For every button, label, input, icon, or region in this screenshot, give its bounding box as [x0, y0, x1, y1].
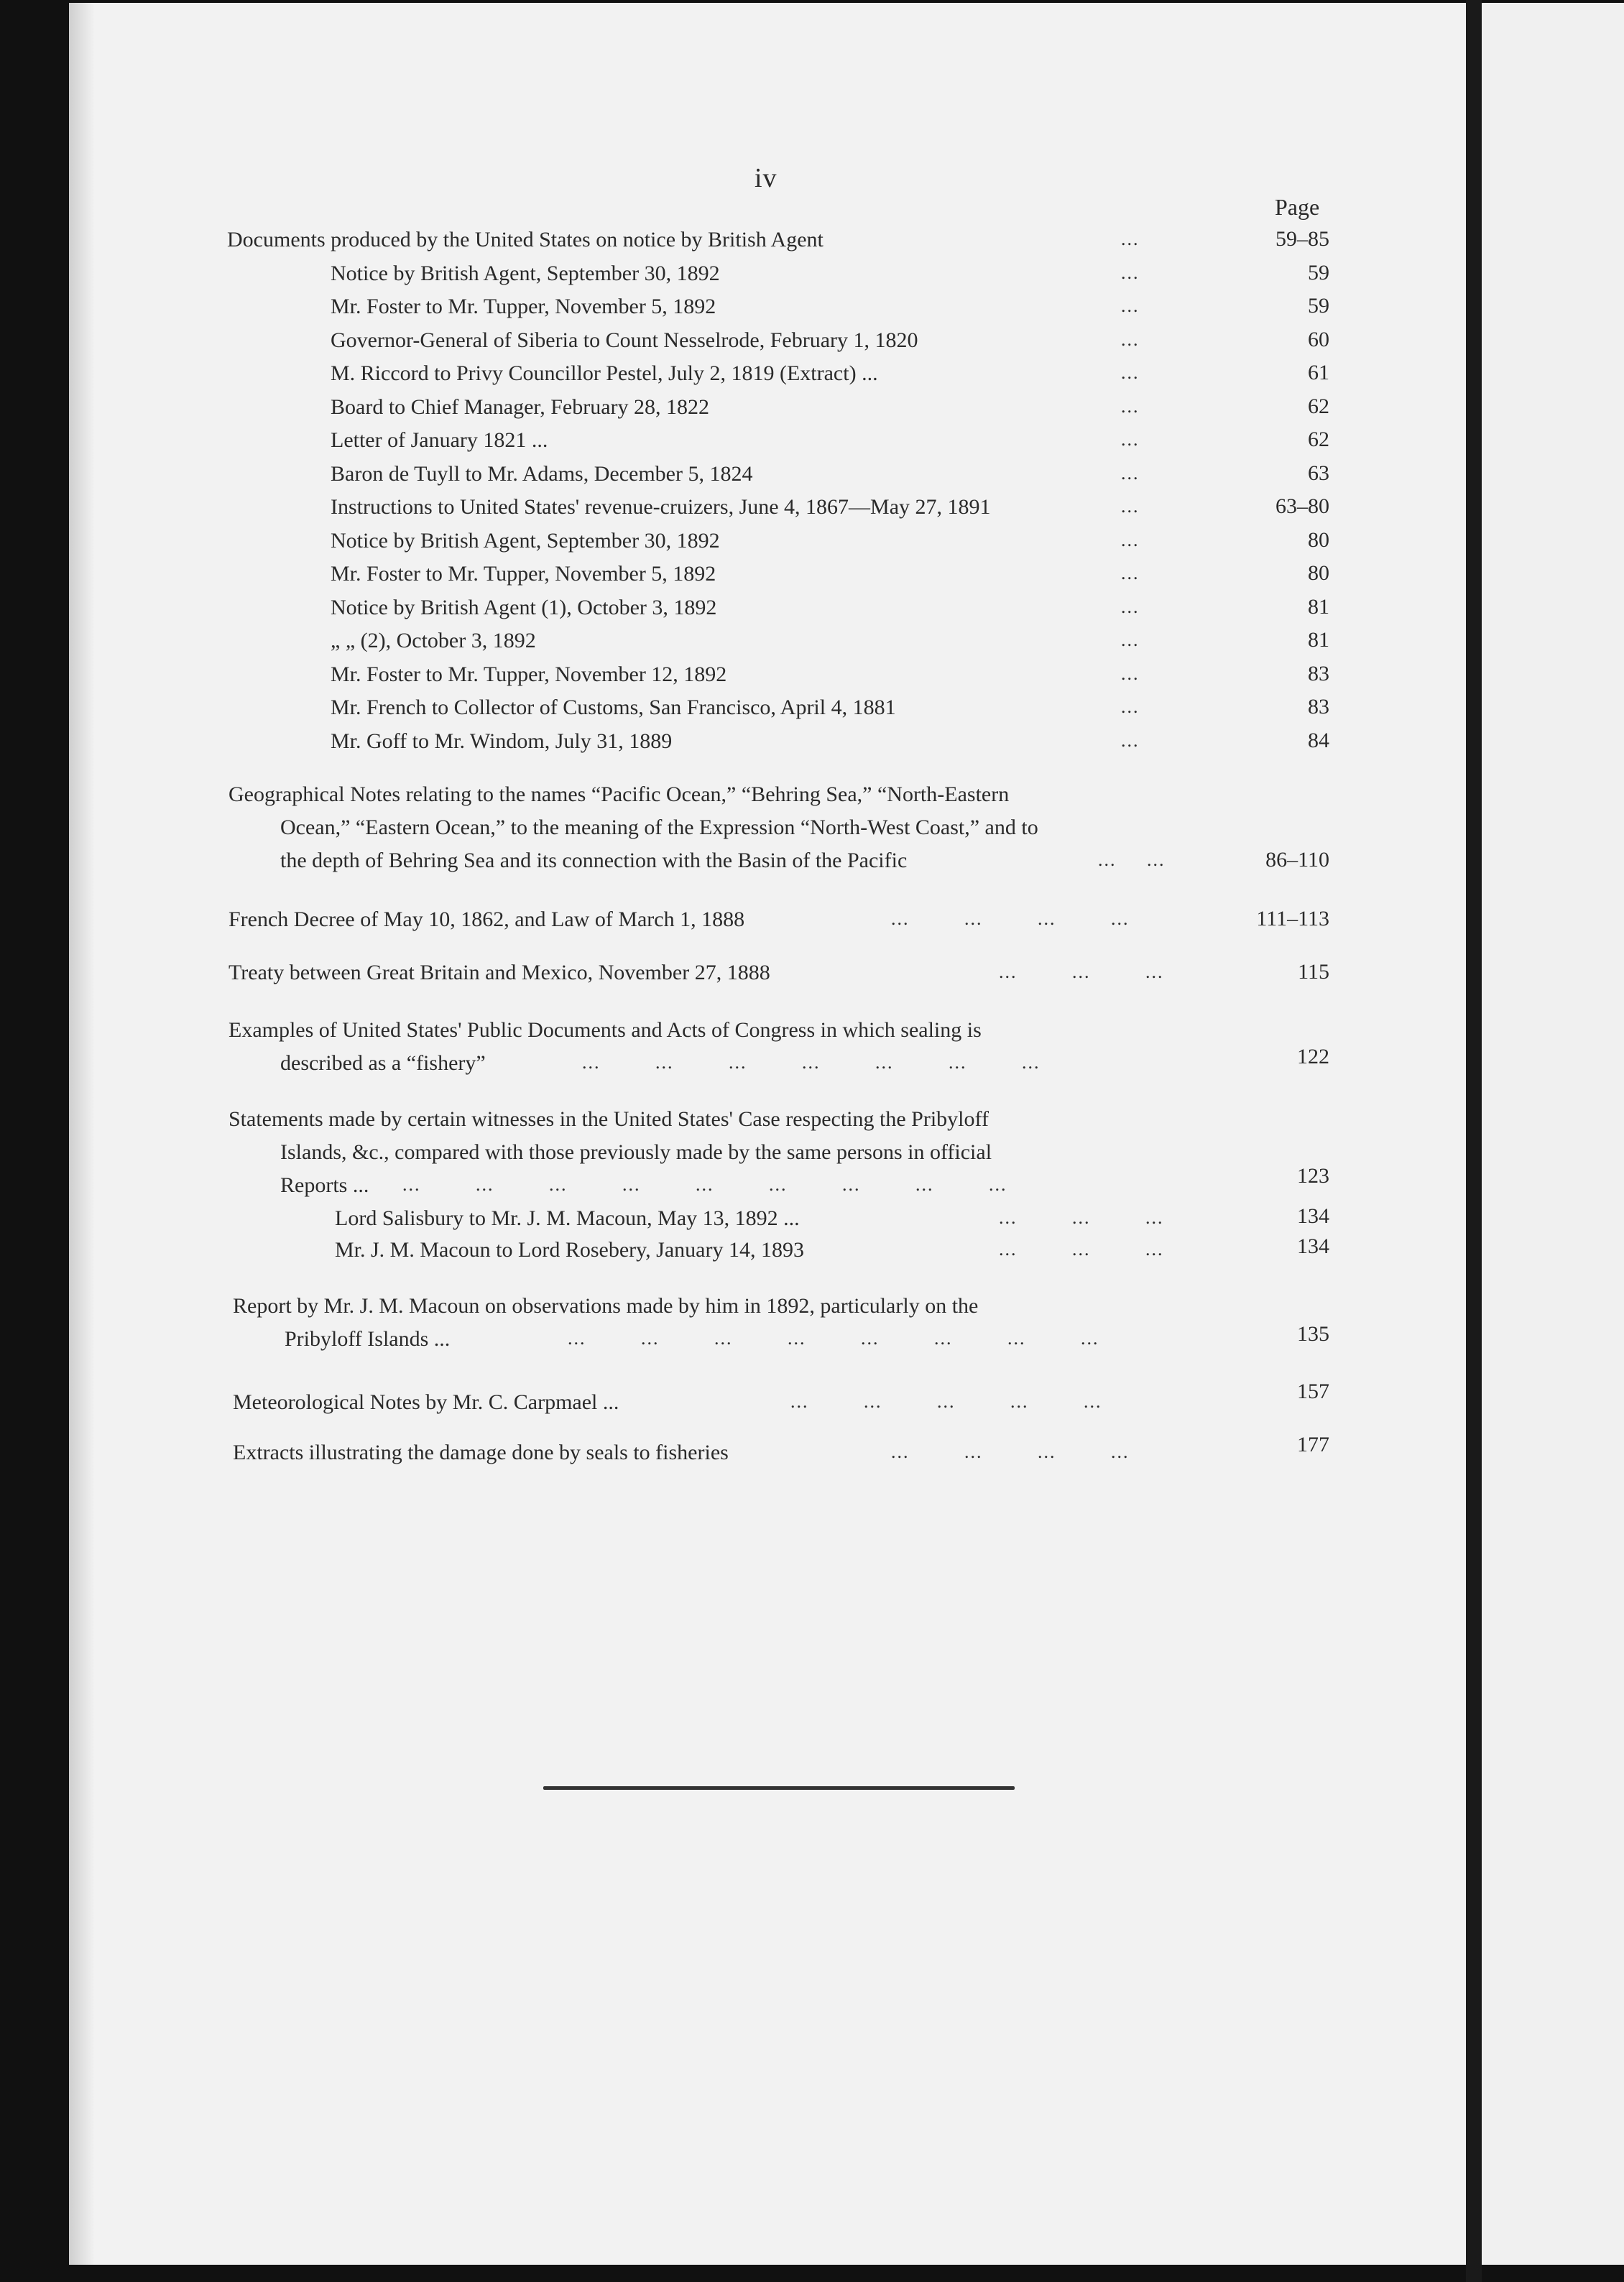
- toc-subentry: Mr. Foster to Mr. Tupper, November 5, 1892: [331, 295, 716, 318]
- examples-page: 122: [1297, 1045, 1329, 1068]
- toc-page-number: 63: [1308, 461, 1329, 485]
- toc-subentry: Notice by British Agent, September 30, 1892: [331, 262, 720, 285]
- treaty-leader: ... ... ...: [999, 961, 1164, 982]
- closing-rule: [543, 1786, 1015, 1790]
- toc-leader: ...: [1121, 730, 1140, 751]
- toc-subentry: „ „ (2), October 3, 1892: [331, 629, 536, 652]
- page-folio: iv: [755, 163, 778, 193]
- extracts-page: 177: [1297, 1433, 1329, 1456]
- toc-page-number: 60: [1308, 328, 1329, 351]
- toc-leader: ...: [1121, 262, 1140, 283]
- book-spine: [1466, 0, 1482, 2282]
- toc-page-number: 84: [1308, 729, 1329, 752]
- toc-leader: ...: [1121, 295, 1140, 316]
- statements-line2: Islands, &c., compared with those previously made by the same persons in official: [280, 1140, 992, 1164]
- toc-subentry: Mr. Foster to Mr. Tupper, November 5, 1892: [331, 562, 716, 586]
- toc-subentry: Governor-General of Siberia to Count Nesselrode, February 1, 1820: [331, 328, 918, 352]
- toc-subentry: Notice by British Agent (1), October 3, 1892: [331, 596, 717, 619]
- toc-subentry: M. Riccord to Privy Councillor Pestel, July 2, 1819 (Extract) ...: [331, 361, 878, 385]
- toc-page-number: 80: [1308, 561, 1329, 585]
- toc-page-number: 83: [1308, 662, 1329, 685]
- geo-notes-page: 86–110: [1265, 848, 1329, 872]
- report-leader: ... ... ... ... ... ... ... ...: [568, 1328, 1099, 1349]
- statements-sub-2-page: 134: [1297, 1234, 1329, 1258]
- geo-notes-line1: Geographical Notes relating to the names “Pacific Ocean,” “Behring Sea,” “North-Eastern: [229, 782, 1010, 806]
- statements-sub-1: Lord Salisbury to Mr. J. M. Macoun, May 13, 1892 ...: [335, 1206, 800, 1230]
- toc-page-number: 59–85: [1275, 227, 1329, 251]
- toc-page-number: 80: [1308, 528, 1329, 552]
- examples-leader: ... ... ... ... ... ... ...: [582, 1052, 1041, 1073]
- page-column-heading: Page: [1275, 194, 1320, 220]
- statements-sub-2: Mr. J. M. Macoun to Lord Rosebery, January 14, 1893: [335, 1238, 804, 1262]
- statements-sub-1-leader: ... ... ...: [999, 1207, 1164, 1228]
- report-line2: Pribyloff Islands ...: [285, 1327, 451, 1351]
- toc-leader: ...: [1121, 530, 1140, 550]
- french-decree-leader: ... ... ... ...: [891, 908, 1130, 929]
- toc-leader: ...: [1121, 596, 1140, 617]
- report-page: 135: [1297, 1322, 1329, 1346]
- statements-sub-1-page: 134: [1297, 1204, 1329, 1228]
- toc-page-number: 81: [1308, 628, 1329, 652]
- toc-subentry: Mr. Goff to Mr. Windom, July 31, 1889: [331, 729, 673, 753]
- examples-line2: described as a “fishery”: [280, 1051, 486, 1075]
- treaty-page: 115: [1298, 960, 1329, 984]
- statements-sub-2-leader: ... ... ...: [999, 1239, 1164, 1260]
- toc-page-number: 62: [1308, 428, 1329, 451]
- french-decree-page: 111–113: [1256, 907, 1329, 930]
- toc-subentry: Notice by British Agent, September 30, 1892: [331, 529, 720, 553]
- toc-leader: ...: [1121, 429, 1140, 450]
- toc-leader: ...: [1121, 696, 1140, 717]
- toc-subentry: Baron de Tuyll to Mr. Adams, December 5, 1824: [331, 462, 753, 486]
- toc-page-number: 63–80: [1275, 494, 1329, 518]
- toc-subentry: Mr. Foster to Mr. Tupper, November 12, 1892: [331, 662, 727, 686]
- toc-leader: ...: [1121, 463, 1140, 484]
- toc-leader: ...: [1121, 362, 1140, 383]
- meteorological-entry: Meteorological Notes by Mr. C. Carpmael ...: [233, 1390, 619, 1414]
- toc-page-number: 83: [1308, 695, 1329, 719]
- examples-line1: Examples of United States' Public Documents and Acts of Congress in which sealing is: [229, 1018, 982, 1042]
- toc-leader: ...: [1121, 396, 1140, 417]
- toc-subentry: Board to Chief Manager, February 28, 1822: [331, 395, 710, 419]
- statements-line3: Reports ...: [280, 1173, 369, 1197]
- geo-notes-line3: the depth of Behring Sea and its connection with the Basin of the Pacific: [280, 849, 908, 872]
- geo-notes-line2: Ocean,” “Eastern Ocean,” to the meaning of the Expression “North-West Coast,” and to: [280, 816, 1038, 839]
- toc-page-number: 61: [1308, 361, 1329, 384]
- extracts-leader: ... ... ... ...: [891, 1441, 1130, 1462]
- toc-leader: ...: [1121, 629, 1140, 650]
- toc-subentry: Instructions to United States' revenue-cruizers, June 4, 1867—May 27, 1891: [331, 495, 991, 519]
- extracts-entry: Extracts illustrating the damage done by seals to fisheries: [233, 1441, 729, 1464]
- geo-notes-leader: ... ...: [1098, 849, 1166, 870]
- toc-subentry: Letter of January 1821 ...: [331, 428, 548, 452]
- toc-page-number: 62: [1308, 394, 1329, 418]
- toc-leader: ...: [1121, 329, 1140, 350]
- toc-page-number: 59: [1308, 261, 1329, 285]
- treaty-entry: Treaty between Great Britain and Mexico, November 27, 1888: [229, 961, 770, 984]
- statements-line1: Statements made by certain witnesses in the United States' Case respecting the Pribyloff: [229, 1107, 989, 1131]
- toc-page-number: 59: [1308, 294, 1329, 318]
- meteorological-page: 157: [1297, 1380, 1329, 1403]
- toc-subentry: Mr. French to Collector of Customs, San Francisco, April 4, 1881: [331, 696, 896, 719]
- statements-page: 123: [1297, 1164, 1329, 1188]
- french-decree-entry: French Decree of May 10, 1862, and Law of March 1, 1888: [229, 907, 745, 931]
- statements-leader: ... ... ... ... ... ... ... ... ...: [402, 1174, 1007, 1195]
- toc-leader: ...: [1121, 663, 1140, 684]
- toc-leader: ...: [1121, 563, 1140, 583]
- toc-leader: ...: [1121, 496, 1140, 517]
- toc-leader: ...: [1121, 228, 1140, 249]
- report-line1: Report by Mr. J. M. Macoun on observations made by him in 1892, particularly on the: [233, 1294, 979, 1318]
- toc-heading-entry: Documents produced by the United States on notice by British Agent: [227, 228, 823, 251]
- meteorological-leader: ... ... ... ... ...: [790, 1391, 1102, 1412]
- facing-page: [1482, 3, 1624, 2265]
- page-edge-shadow: [69, 3, 95, 2265]
- toc-page-number: 81: [1308, 595, 1329, 619]
